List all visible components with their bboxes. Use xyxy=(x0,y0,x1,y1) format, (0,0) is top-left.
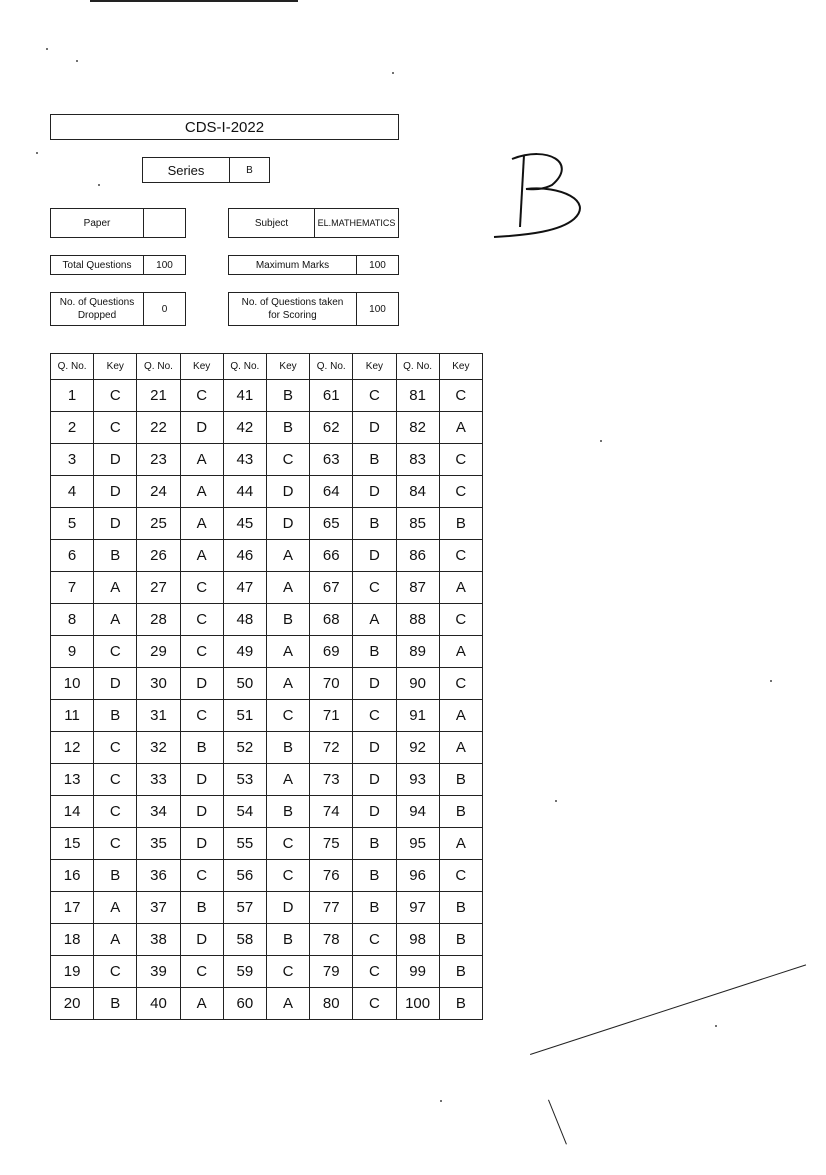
question-number: 1 xyxy=(51,380,94,412)
answer-key-table xyxy=(50,353,483,1020)
answer-key: B xyxy=(266,412,309,444)
answer-key: C xyxy=(180,572,223,604)
key-header: Key xyxy=(180,354,223,380)
answer-key: D xyxy=(266,508,309,540)
question-number: 71 xyxy=(310,700,353,732)
answer-key: B xyxy=(439,924,482,956)
question-number: 38 xyxy=(137,924,180,956)
qno-header: Q. No. xyxy=(223,354,266,380)
question-number: 40 xyxy=(137,988,180,1020)
question-number: 7 xyxy=(51,572,94,604)
key-header: Key xyxy=(439,354,482,380)
questions-scored-value: 100 xyxy=(356,293,398,325)
question-number: 15 xyxy=(51,828,94,860)
question-number: 25 xyxy=(137,508,180,540)
answer-key: B xyxy=(266,924,309,956)
answer-key: D xyxy=(353,412,396,444)
question-number: 16 xyxy=(51,860,94,892)
question-number: 42 xyxy=(223,412,266,444)
question-number: 4 xyxy=(51,476,94,508)
table-row xyxy=(51,796,483,828)
question-number: 74 xyxy=(310,796,353,828)
question-number: 92 xyxy=(396,732,439,764)
answer-key: D xyxy=(353,476,396,508)
table-row xyxy=(51,924,483,956)
answer-key: D xyxy=(94,508,137,540)
answer-key: C xyxy=(439,476,482,508)
question-number: 83 xyxy=(396,444,439,476)
answer-key: C xyxy=(180,636,223,668)
question-number: 72 xyxy=(310,732,353,764)
question-number: 48 xyxy=(223,604,266,636)
answer-key: C xyxy=(180,700,223,732)
question-number: 8 xyxy=(51,604,94,636)
question-number: 96 xyxy=(396,860,439,892)
question-number: 76 xyxy=(310,860,353,892)
answer-key: D xyxy=(180,764,223,796)
answer-key: C xyxy=(353,956,396,988)
scan-speck xyxy=(36,152,38,154)
scan-speck xyxy=(392,72,394,74)
question-number: 54 xyxy=(223,796,266,828)
question-number: 21 xyxy=(137,380,180,412)
answer-key: B xyxy=(353,828,396,860)
answer-key-header-row xyxy=(51,354,483,380)
scan-mark-line xyxy=(548,1100,567,1145)
answer-key: C xyxy=(439,860,482,892)
answer-key: B xyxy=(353,892,396,924)
answer-key: C xyxy=(94,636,137,668)
scan-speck xyxy=(76,60,78,62)
answer-key: B xyxy=(180,892,223,924)
questions-scored-label: No. of Questions taken for Scoring xyxy=(241,297,344,321)
answer-key: C xyxy=(353,700,396,732)
answer-key: B xyxy=(94,860,137,892)
question-number: 81 xyxy=(396,380,439,412)
answer-key: D xyxy=(353,796,396,828)
question-number: 34 xyxy=(137,796,180,828)
question-number: 30 xyxy=(137,668,180,700)
question-number: 61 xyxy=(310,380,353,412)
answer-key: A xyxy=(94,924,137,956)
table-row xyxy=(51,476,483,508)
answer-key: D xyxy=(266,476,309,508)
answer-key: B xyxy=(266,732,309,764)
answer-key: C xyxy=(180,956,223,988)
paper-label: Paper xyxy=(83,217,111,229)
table-row xyxy=(51,572,483,604)
answer-key: A xyxy=(180,476,223,508)
answer-key: C xyxy=(94,380,137,412)
table-row xyxy=(51,508,483,540)
answer-key: C xyxy=(94,412,137,444)
handwritten-series-mark xyxy=(490,145,600,245)
question-number: 95 xyxy=(396,828,439,860)
question-number: 93 xyxy=(396,764,439,796)
question-number: 17 xyxy=(51,892,94,924)
question-number: 94 xyxy=(396,796,439,828)
table-row xyxy=(51,764,483,796)
answer-key: D xyxy=(353,540,396,572)
question-number: 41 xyxy=(223,380,266,412)
question-number: 9 xyxy=(51,636,94,668)
subject-value: EL.MATHEMATICS xyxy=(314,209,398,237)
answer-key: B xyxy=(353,508,396,540)
question-number: 85 xyxy=(396,508,439,540)
answer-key: D xyxy=(266,892,309,924)
scan-speck xyxy=(98,184,100,186)
table-row xyxy=(51,700,483,732)
question-number: 57 xyxy=(223,892,266,924)
key-header: Key xyxy=(266,354,309,380)
answer-key: A xyxy=(266,988,309,1020)
question-number: 97 xyxy=(396,892,439,924)
question-number: 73 xyxy=(310,764,353,796)
question-number: 89 xyxy=(396,636,439,668)
answer-key: C xyxy=(266,860,309,892)
question-number: 68 xyxy=(310,604,353,636)
question-number: 63 xyxy=(310,444,353,476)
answer-key: C xyxy=(94,764,137,796)
question-number: 31 xyxy=(137,700,180,732)
question-number: 45 xyxy=(223,508,266,540)
question-number: 49 xyxy=(223,636,266,668)
key-header: Key xyxy=(94,354,137,380)
answer-key: C xyxy=(94,796,137,828)
answer-key: B xyxy=(439,956,482,988)
question-number: 27 xyxy=(137,572,180,604)
table-row xyxy=(51,540,483,572)
table-row xyxy=(51,860,483,892)
question-number: 84 xyxy=(396,476,439,508)
scan-speck xyxy=(715,1025,717,1027)
answer-key: D xyxy=(180,828,223,860)
answer-key: C xyxy=(353,380,396,412)
answer-key: D xyxy=(180,412,223,444)
table-row xyxy=(51,412,483,444)
maximum-marks-label: Maximum Marks xyxy=(255,259,330,271)
question-number: 90 xyxy=(396,668,439,700)
scan-speck xyxy=(46,48,48,50)
question-number: 69 xyxy=(310,636,353,668)
answer-key: A xyxy=(180,988,223,1020)
answer-key: B xyxy=(353,444,396,476)
answer-key: C xyxy=(180,860,223,892)
question-number: 75 xyxy=(310,828,353,860)
answer-key: C xyxy=(439,380,482,412)
answer-key: A xyxy=(94,604,137,636)
question-number: 98 xyxy=(396,924,439,956)
exam-title: CDS-I-2022 xyxy=(50,114,399,140)
answer-key: B xyxy=(94,988,137,1020)
answer-key: B xyxy=(439,796,482,828)
key-header: Key xyxy=(353,354,396,380)
questions-dropped-value: 0 xyxy=(143,293,185,325)
answer-key: C xyxy=(439,540,482,572)
scan-diagonal-line xyxy=(530,964,806,1055)
answer-key: A xyxy=(439,572,482,604)
answer-key: D xyxy=(180,668,223,700)
question-number: 60 xyxy=(223,988,266,1020)
question-number: 2 xyxy=(51,412,94,444)
question-number: 100 xyxy=(396,988,439,1020)
maximum-marks-box xyxy=(228,255,399,275)
answer-key: C xyxy=(353,924,396,956)
question-number: 3 xyxy=(51,444,94,476)
answer-key: A xyxy=(439,636,482,668)
question-number: 78 xyxy=(310,924,353,956)
table-row xyxy=(51,380,483,412)
table-row xyxy=(51,636,483,668)
question-number: 11 xyxy=(51,700,94,732)
question-number: 39 xyxy=(137,956,180,988)
table-row xyxy=(51,828,483,860)
total-questions-label: Total Questions xyxy=(62,259,132,271)
question-number: 10 xyxy=(51,668,94,700)
qno-header: Q. No. xyxy=(310,354,353,380)
answer-key: D xyxy=(94,444,137,476)
question-number: 32 xyxy=(137,732,180,764)
answer-key: C xyxy=(439,444,482,476)
question-number: 14 xyxy=(51,796,94,828)
series-value: B xyxy=(229,158,269,182)
question-number: 37 xyxy=(137,892,180,924)
question-number: 6 xyxy=(51,540,94,572)
question-number: 20 xyxy=(51,988,94,1020)
answer-key: C xyxy=(266,828,309,860)
question-number: 13 xyxy=(51,764,94,796)
table-row xyxy=(51,444,483,476)
question-number: 99 xyxy=(396,956,439,988)
answer-key: C xyxy=(439,668,482,700)
answer-key: A xyxy=(266,764,309,796)
paper-value xyxy=(143,209,185,237)
answer-key: C xyxy=(266,444,309,476)
table-row xyxy=(51,668,483,700)
answer-key: A xyxy=(439,828,482,860)
question-number: 55 xyxy=(223,828,266,860)
questions-scored-box xyxy=(228,292,399,326)
question-number: 33 xyxy=(137,764,180,796)
question-number: 26 xyxy=(137,540,180,572)
answer-key: A xyxy=(439,732,482,764)
answer-key: C xyxy=(94,828,137,860)
question-number: 58 xyxy=(223,924,266,956)
question-number: 62 xyxy=(310,412,353,444)
scan-speck xyxy=(600,440,602,442)
answer-key: C xyxy=(439,604,482,636)
total-questions-box xyxy=(50,255,186,275)
answer-key: C xyxy=(94,956,137,988)
scan-speck xyxy=(555,800,557,802)
question-number: 65 xyxy=(310,508,353,540)
answer-key: A xyxy=(439,412,482,444)
question-number: 64 xyxy=(310,476,353,508)
question-number: 59 xyxy=(223,956,266,988)
answer-key: C xyxy=(180,380,223,412)
answer-key: B xyxy=(353,636,396,668)
total-questions-value: 100 xyxy=(143,256,185,274)
answer-key: B xyxy=(353,860,396,892)
question-number: 28 xyxy=(137,604,180,636)
answer-key: A xyxy=(94,892,137,924)
qno-header: Q. No. xyxy=(51,354,94,380)
table-row xyxy=(51,604,483,636)
paper-box xyxy=(50,208,186,238)
series-box xyxy=(142,157,270,183)
questions-dropped-box xyxy=(50,292,186,326)
answer-key: C xyxy=(353,988,396,1020)
series-label: Series xyxy=(167,162,205,178)
answer-key: B xyxy=(266,796,309,828)
answer-key: D xyxy=(353,732,396,764)
answer-key: A xyxy=(266,572,309,604)
question-number: 18 xyxy=(51,924,94,956)
qno-header: Q. No. xyxy=(137,354,180,380)
question-number: 79 xyxy=(310,956,353,988)
answer-key: D xyxy=(353,668,396,700)
qno-header: Q. No. xyxy=(396,354,439,380)
question-number: 53 xyxy=(223,764,266,796)
question-number: 82 xyxy=(396,412,439,444)
answer-key: D xyxy=(180,924,223,956)
answer-key: B xyxy=(180,732,223,764)
question-number: 46 xyxy=(223,540,266,572)
answer-key: C xyxy=(94,732,137,764)
maximum-marks-value: 100 xyxy=(356,256,398,274)
answer-key: C xyxy=(266,956,309,988)
table-row xyxy=(51,988,483,1020)
answer-key: C xyxy=(180,604,223,636)
answer-key: A xyxy=(353,604,396,636)
question-number: 80 xyxy=(310,988,353,1020)
question-number: 29 xyxy=(137,636,180,668)
scan-speck xyxy=(770,680,772,682)
answer-key: D xyxy=(353,764,396,796)
answer-key: C xyxy=(353,572,396,604)
answer-key: A xyxy=(266,540,309,572)
table-row xyxy=(51,956,483,988)
answer-key: D xyxy=(94,476,137,508)
question-number: 66 xyxy=(310,540,353,572)
answer-key: B xyxy=(439,764,482,796)
question-number: 87 xyxy=(396,572,439,604)
answer-key: A xyxy=(266,668,309,700)
question-number: 22 xyxy=(137,412,180,444)
answer-key: B xyxy=(439,988,482,1020)
question-number: 5 xyxy=(51,508,94,540)
question-number: 77 xyxy=(310,892,353,924)
questions-dropped-label: No. of Questions Dropped xyxy=(59,297,135,321)
table-row xyxy=(51,892,483,924)
question-number: 23 xyxy=(137,444,180,476)
answer-key: B xyxy=(266,604,309,636)
question-number: 51 xyxy=(223,700,266,732)
answer-key: B xyxy=(439,508,482,540)
question-number: 12 xyxy=(51,732,94,764)
question-number: 36 xyxy=(137,860,180,892)
answer-key: A xyxy=(266,636,309,668)
question-number: 67 xyxy=(310,572,353,604)
question-number: 35 xyxy=(137,828,180,860)
scan-speck xyxy=(440,1100,442,1102)
question-number: 43 xyxy=(223,444,266,476)
answer-key: A xyxy=(180,540,223,572)
answer-key: A xyxy=(439,700,482,732)
question-number: 24 xyxy=(137,476,180,508)
answer-key: C xyxy=(266,700,309,732)
question-number: 88 xyxy=(396,604,439,636)
answer-key: B xyxy=(439,892,482,924)
answer-key: D xyxy=(180,796,223,828)
table-row xyxy=(51,732,483,764)
question-number: 50 xyxy=(223,668,266,700)
answer-key: D xyxy=(94,668,137,700)
subject-box xyxy=(228,208,399,238)
answer-key: A xyxy=(94,572,137,604)
question-number: 52 xyxy=(223,732,266,764)
answer-key-body xyxy=(51,380,483,1020)
question-number: 47 xyxy=(223,572,266,604)
question-number: 86 xyxy=(396,540,439,572)
question-number: 44 xyxy=(223,476,266,508)
subject-label: Subject xyxy=(254,217,289,229)
question-number: 56 xyxy=(223,860,266,892)
question-number: 19 xyxy=(51,956,94,988)
answer-key: B xyxy=(266,380,309,412)
question-number: 70 xyxy=(310,668,353,700)
answer-key: B xyxy=(94,540,137,572)
scan-top-line xyxy=(90,0,298,2)
answer-key: B xyxy=(94,700,137,732)
question-number: 91 xyxy=(396,700,439,732)
answer-key: A xyxy=(180,508,223,540)
answer-key: A xyxy=(180,444,223,476)
